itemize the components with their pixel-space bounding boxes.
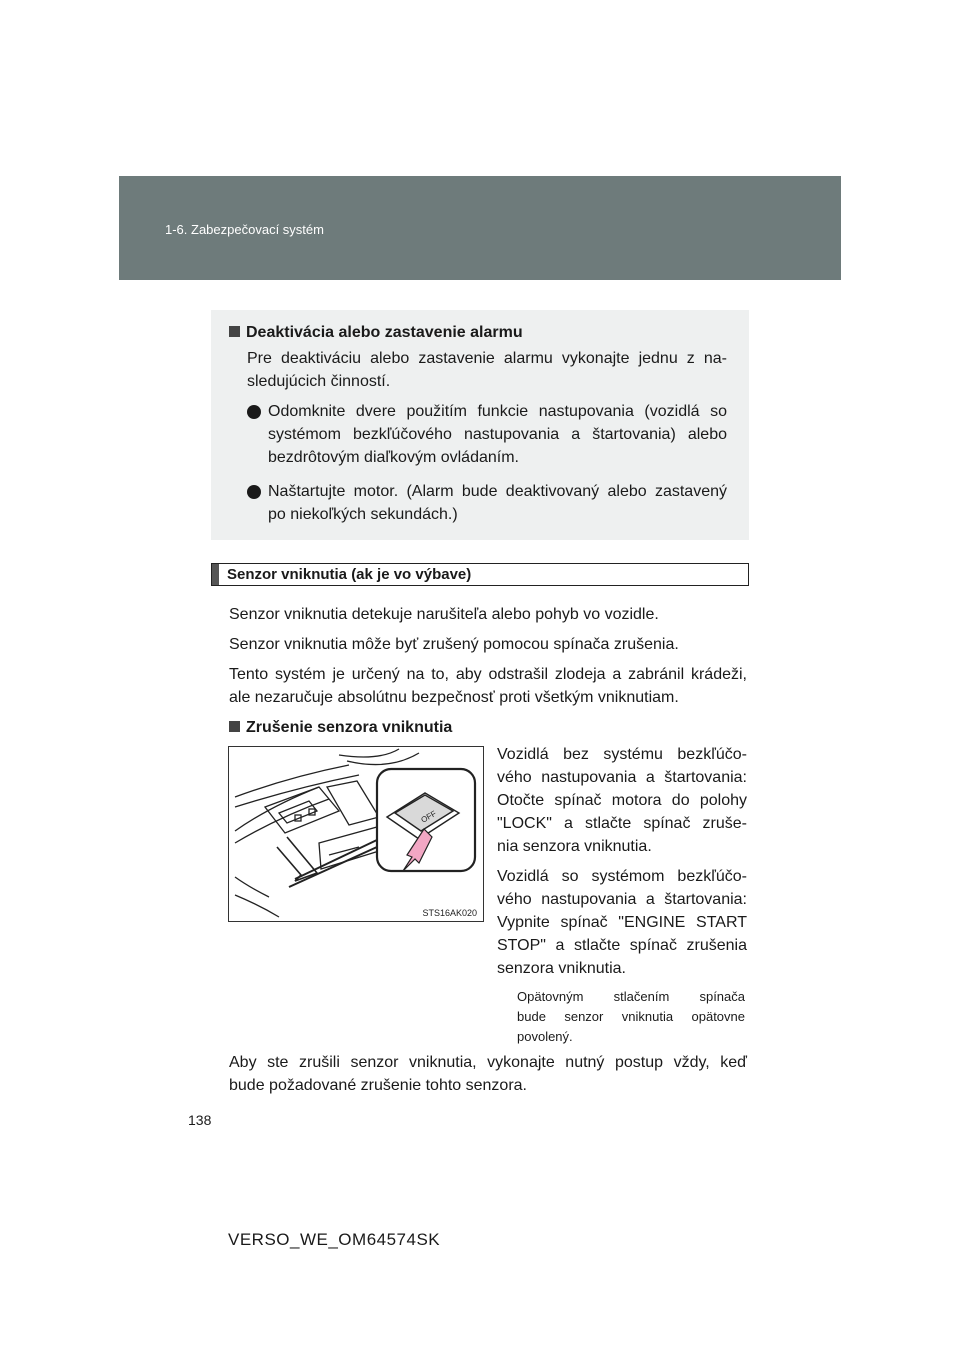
subheading: Zrušenie senzora vniknutia <box>229 716 452 739</box>
note-line: povolený. <box>517 1029 573 1044</box>
right-paragraph-line: "LOCK" a stlačte spínač zruše- <box>497 815 747 832</box>
bottom-paragraph-line: bude požadované zrušenie tohto senzora. <box>229 1077 527 1094</box>
note-intro-line: sledujúcich činností. <box>247 373 391 390</box>
right-paragraph-line: Vypnite spínač "ENGINE START <box>497 914 747 931</box>
paragraph: Senzor vniknutia detekuje narušiteľa alebo pohyb vo vozidle. <box>229 606 659 623</box>
right-paragraph-line: nia senzora vniknutia. <box>497 838 652 855</box>
note-bullet-line: Odomknite dvere použitím funkcie nastupovania (vozidlá so <box>268 403 727 420</box>
header-band <box>119 176 841 280</box>
right-paragraph-line: Vozidlá so systémom bezkľúčo- <box>497 868 747 885</box>
note-line: Opätovným stlačením spínača <box>517 989 745 1004</box>
off-switch-label: OFF <box>419 808 438 825</box>
paragraph: Senzor vniknutia môže byť zrušený pomocou spínača zrušenia. <box>229 636 679 653</box>
right-paragraph-line: Vozidlá bez systému bezkľúčo- <box>497 746 747 763</box>
right-paragraph-line: vého nastupovania a štartovania: <box>497 769 747 786</box>
right-paragraph-line: STOP" a stlačte spínač zrušenia <box>497 937 747 954</box>
intrusion-sensor-switch-illustration <box>228 746 484 922</box>
note-line: bude senzor vniknutia opätovne <box>517 1009 745 1024</box>
note-bullet-line: po niekoľkých sekundách.) <box>268 506 458 523</box>
right-paragraph-line: vého nastupovania a štartovania: <box>497 891 747 908</box>
heading-accent <box>212 564 219 585</box>
square-bullet-icon <box>229 326 240 337</box>
section-label: 1-6. Zabezpečovací systém <box>165 222 324 237</box>
note-title: Deaktivácia alebo zastavenie alarmu <box>229 321 523 344</box>
note-bullet-line: Naštartujte motor. (Alarm bude deaktivovaný alebo zastavený <box>268 483 727 500</box>
section-heading-text: Senzor vniknutia (ak je vo výbave) <box>227 566 472 583</box>
note-bullet-line: systémom bezkľúčového nastupovania a štartovania) alebo <box>268 426 727 443</box>
paragraph-line: ale nezaručuje absolútnu bezpečnosť proti všetkým vniknutiam. <box>229 689 679 706</box>
paragraph-line: Tento systém je určený na to, aby odstrašil zlodeja a zabránil krádeži, <box>229 666 747 683</box>
right-paragraph-line: Otočte spínač motora do polohy <box>497 792 747 809</box>
bottom-paragraph-line: Aby ste zrušili senzor vniknutia, vykonajte nutný postup vždy, keď <box>229 1054 747 1071</box>
square-bullet-icon <box>229 721 240 732</box>
document-code: VERSO_WE_OM64574SK <box>228 1230 441 1249</box>
section-heading <box>211 563 749 586</box>
note-bullet-line: bezdrôtovým diaľkovým ovládaním. <box>268 449 519 466</box>
circle-bullet-icon <box>247 485 261 499</box>
figure-code: STS16AK020 <box>422 908 477 918</box>
overhead-console-drawing <box>229 747 483 921</box>
circle-bullet-icon <box>247 405 261 419</box>
note-intro-line: Pre deaktiváciu alebo zastavenie alarmu vykonajte jednu z na- <box>247 350 727 367</box>
page-number: 138 <box>188 1112 212 1128</box>
right-paragraph-line: senzora vniknutia. <box>497 960 626 977</box>
